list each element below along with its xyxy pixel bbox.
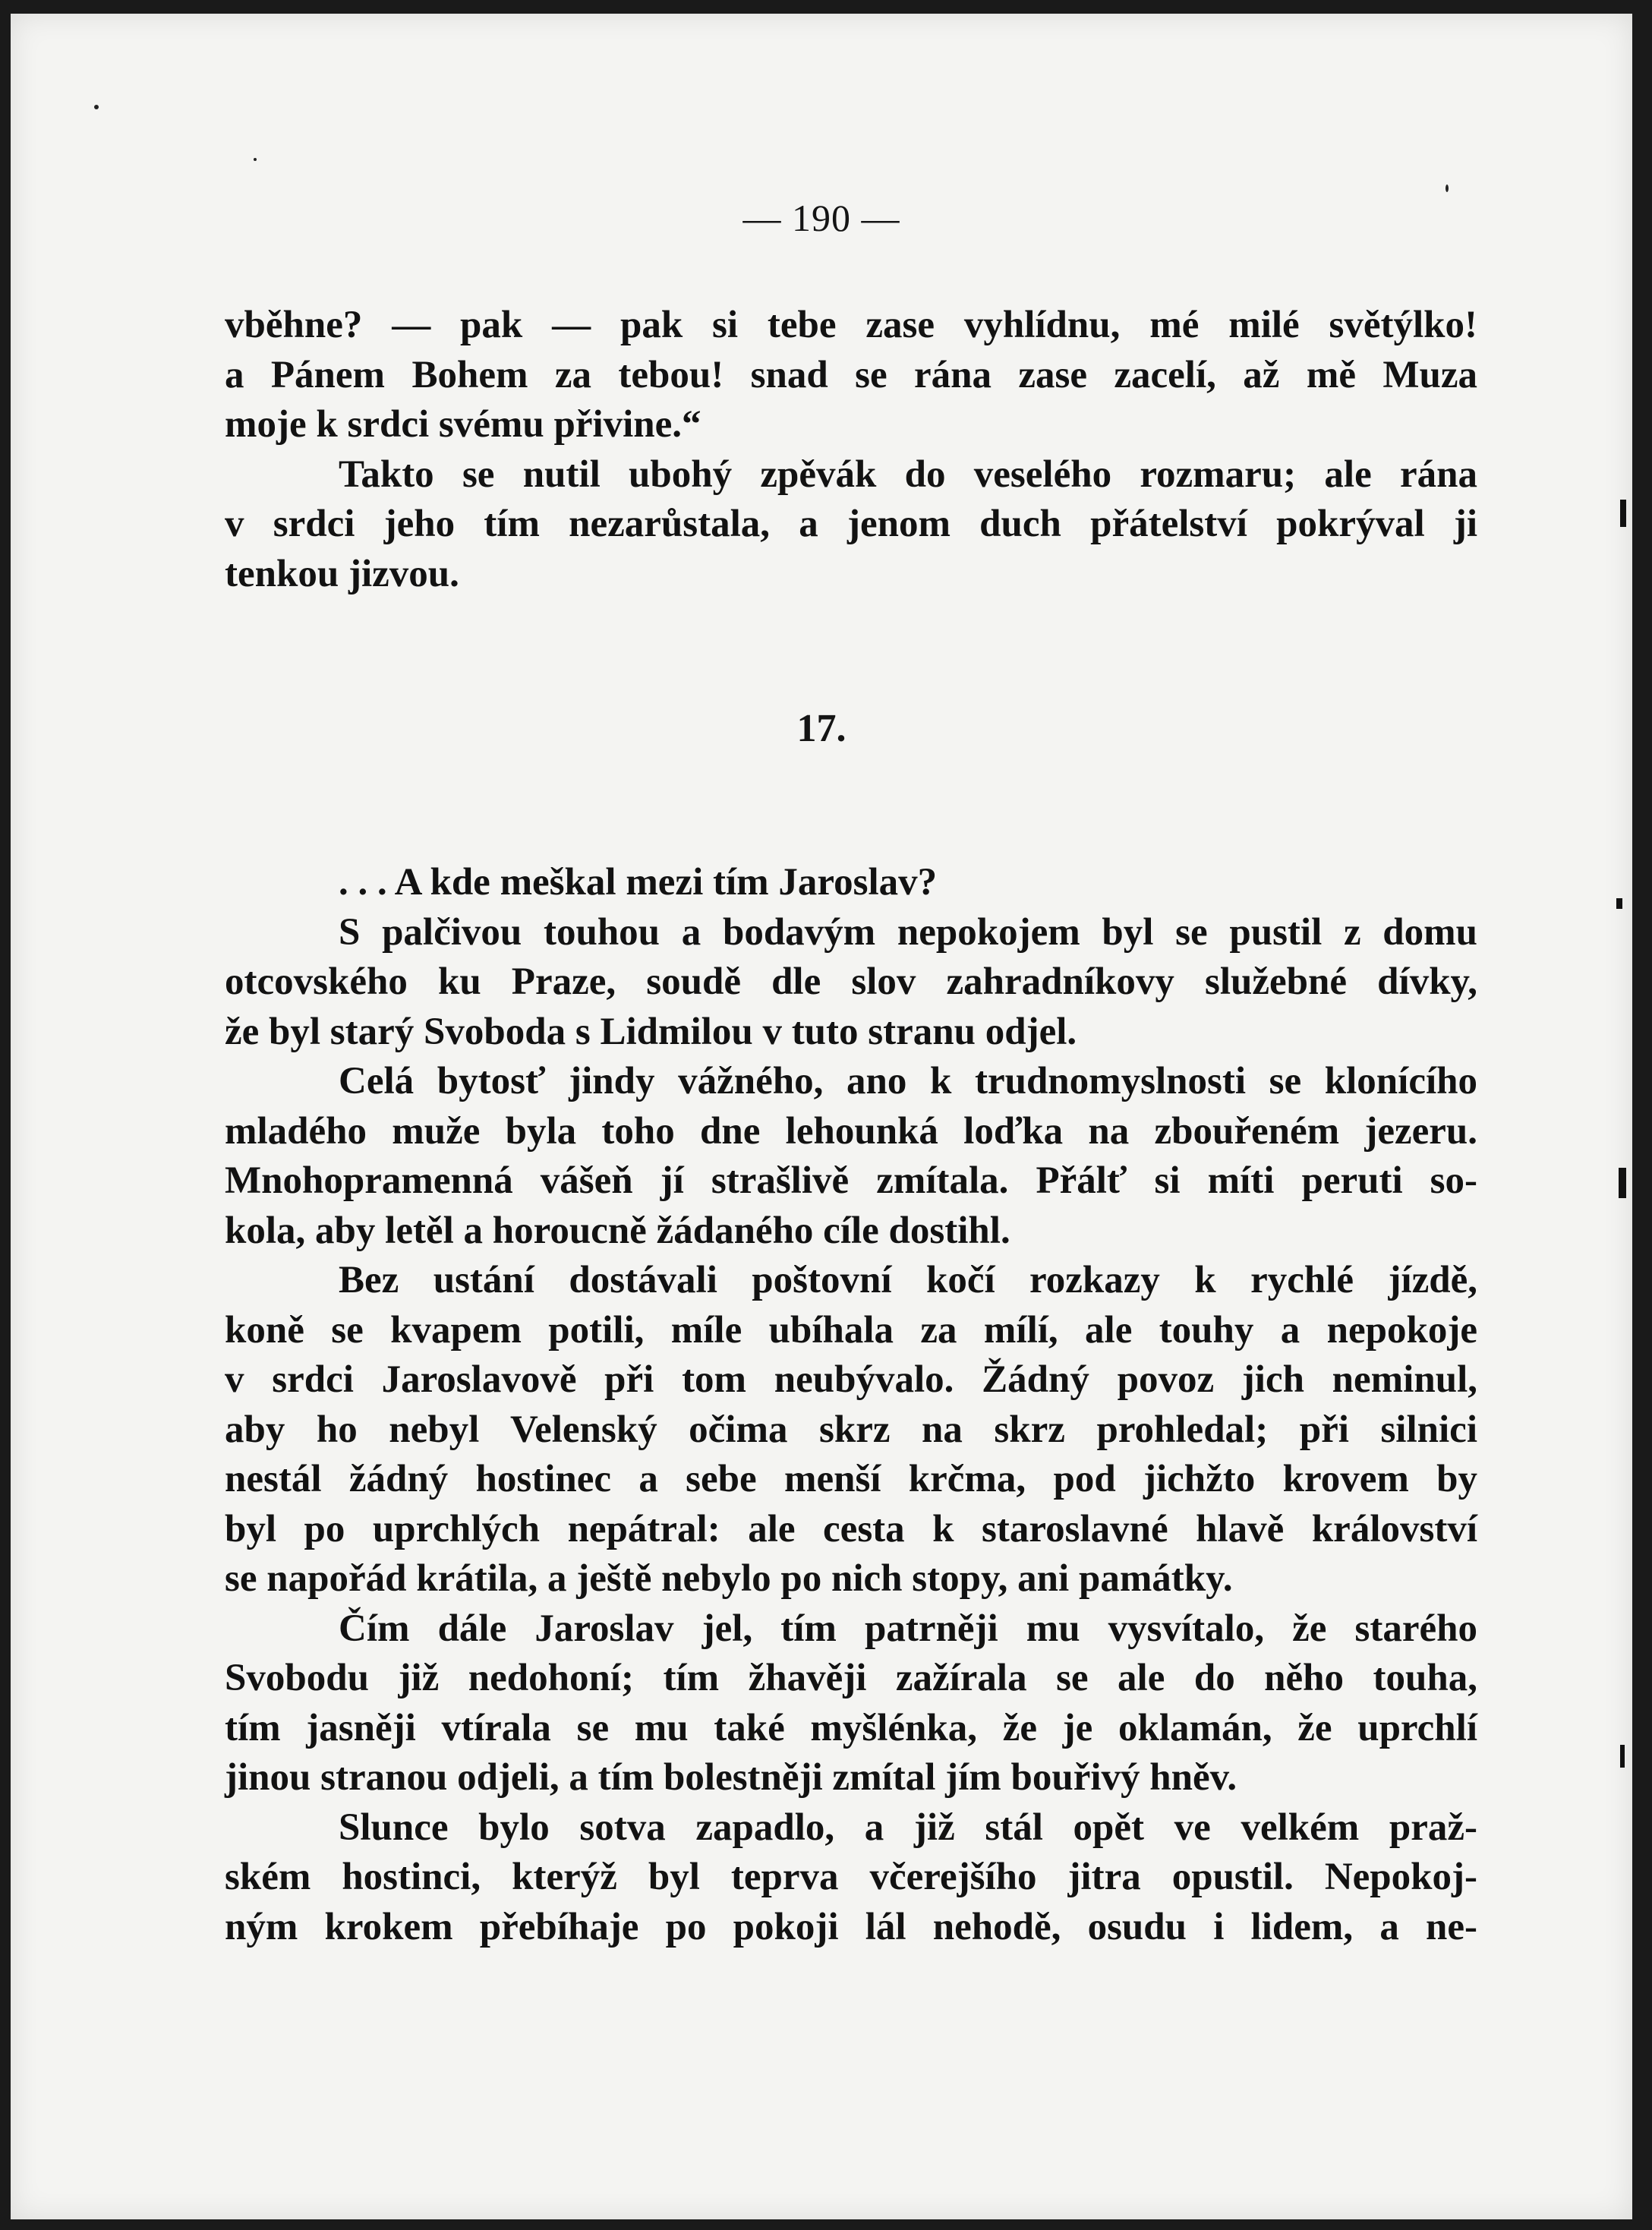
text-line: Mnohopramenná vášeň jí strašlivě zmítala. Přálť si míti peruti so- xyxy=(225,1159,1477,1202)
text-line: byl po uprchlých nepátral: ale cesta k staroslavné hlavě království xyxy=(225,1507,1477,1550)
book-page xyxy=(11,14,1632,2219)
text-line: Čím dále Jaroslav jel, tím patrněji mu vysvítalo, že starého xyxy=(339,1607,1477,1650)
text-line: jinou stranou odjeli, a tím bolestněji zmítal jím bouřivý hněv. xyxy=(225,1756,1237,1799)
scan-speck xyxy=(1446,185,1449,192)
page-number: — 190 — xyxy=(742,197,900,239)
text-line: Bez ustání dostávali poštovní kočí rozkazy k rychlé jízdě, xyxy=(339,1259,1477,1301)
scan-speck xyxy=(94,105,99,109)
scan-edge-mark xyxy=(1620,500,1626,527)
text-line: kola, aby letěl a horoucně žádaného cíle dostihl. xyxy=(225,1209,1010,1252)
scan-edge-mark xyxy=(1619,1168,1626,1198)
text-line: Takto se nutil ubohý zpěvák do veselého rozmaru; ale rána xyxy=(339,453,1477,496)
text-line: v srdci Jaroslavově při tom neubývalo. Žádný povoz jich neminul, xyxy=(225,1358,1477,1401)
scan-speck xyxy=(254,158,257,161)
scan-edge-mark xyxy=(1620,1745,1625,1768)
text-line: tím jasněji vtírala se mu také myšlénka, že je oklamán, že uprchlí xyxy=(225,1706,1477,1749)
text-block-chapter-17 xyxy=(225,858,1477,1952)
text-line: Slunce bylo sotva zapadlo, a již stál opět ve velkém praž- xyxy=(339,1806,1477,1849)
text-line: mladého muže byla toho dne lehounká loďka na zbouřeném jezeru. xyxy=(225,1109,1477,1153)
text-block-continuation xyxy=(225,301,1477,599)
text-line: ském hostinci, kterýž byl teprva včerejšího jitra opustil. Nepokoj- xyxy=(225,1856,1477,1898)
text-line: Svobodu již nedohoní; tím žhavěji zažírala se ale do něho touha, xyxy=(225,1657,1477,1699)
text-line: aby ho nebyl Velenský očima skrz na skrz prohledal; při silnici xyxy=(225,1408,1477,1451)
chapter-number: 17. xyxy=(796,707,846,750)
scan-edge-mark xyxy=(1616,898,1622,909)
text-line: moje k srdci svému přivine.“ xyxy=(225,403,701,446)
text-line: tenkou jizvou. xyxy=(225,552,459,595)
text-line: otcovského ku Praze, soudě dle slov zahradníkovy služebné dívky, xyxy=(225,960,1477,1003)
text-line: koně se kvapem potili, míle ubíhala za mílí, ale touhy a nepokoje xyxy=(225,1308,1477,1352)
text-line: vběhne? — pak — pak si tebe zase vyhlídnu, mé milé světýlko! xyxy=(225,304,1477,346)
text-line: ným krokem přebíhaje po pokoji lál nehodě, osudu i lidem, a ne- xyxy=(225,1905,1477,1948)
text-line: . . . A kde meškal mezi tím Jaroslav? xyxy=(339,861,938,904)
text-line: v srdci jeho tím nezarůstala, a jenom duch přátelství pokrýval ji xyxy=(225,503,1477,545)
text-line: že byl starý Svoboda s Lidmilou v tuto stranu odjel. xyxy=(225,1010,1077,1053)
text-line: se napořád krátila, a ještě nebylo po nich stopy, ani památky. xyxy=(225,1557,1233,1600)
text-line: S palčivou touhou a bodavým nepokojem byl se pustil z domu xyxy=(339,910,1477,954)
text-line: Celá bytosť jindy vážného, ano k trudnomyslnosti se klonícího xyxy=(339,1060,1477,1102)
text-line: a Pánem Bohem za tebou! snad se rána zase zacelí, až mě Muza xyxy=(225,353,1477,396)
text-line: nestál žádný hostinec a sebe menší krčma, pod jichžto krovem by xyxy=(225,1458,1477,1500)
